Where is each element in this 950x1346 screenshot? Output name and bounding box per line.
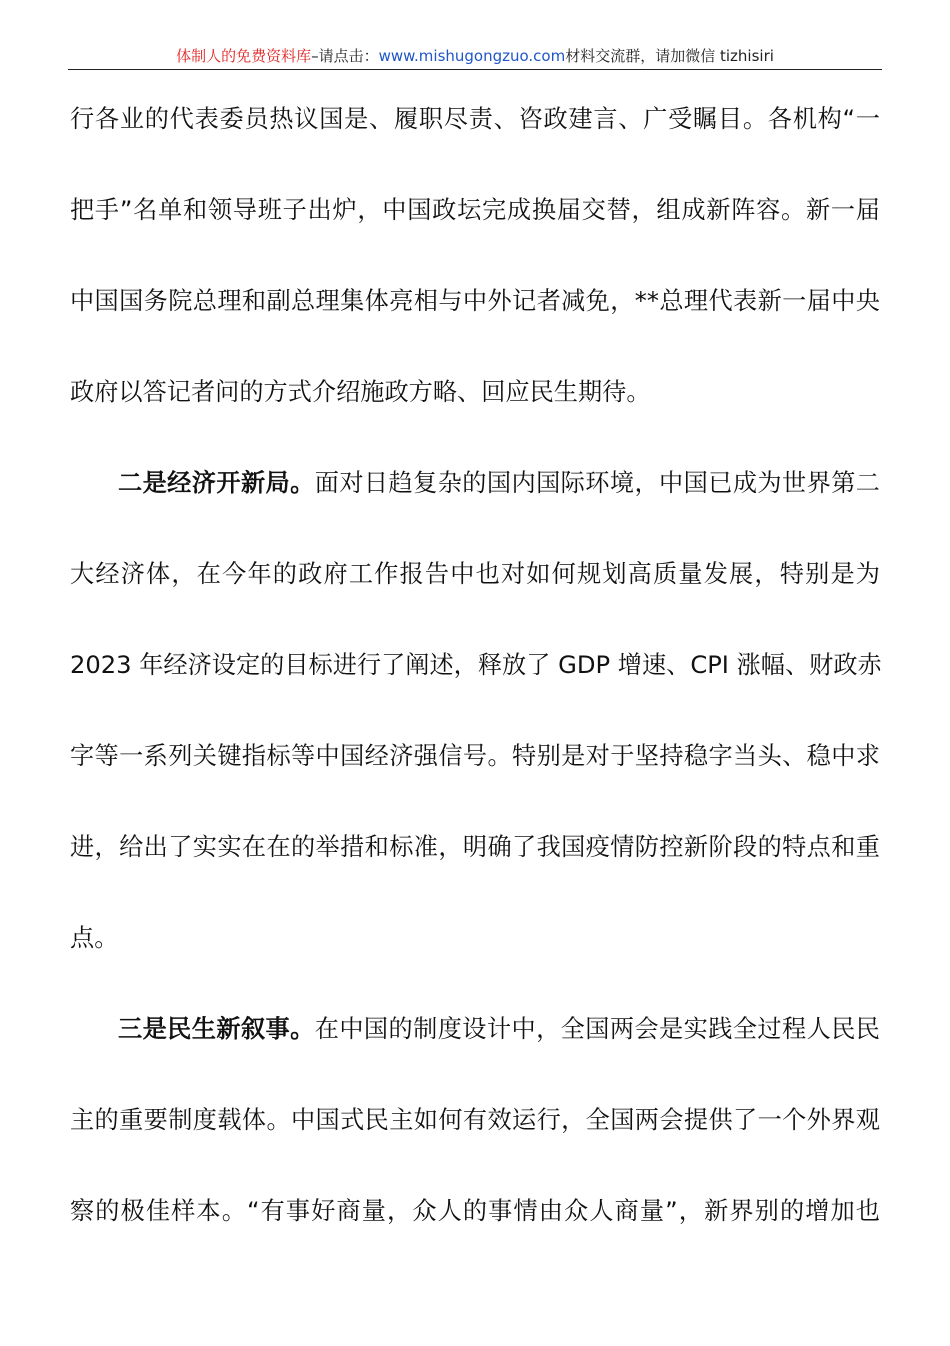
header-site-name: 体制人的免费资料库 (176, 47, 312, 65)
text-line: 主的重要制度载体。中国式民主如何有效运行，全国两会提供了一个外界观 (70, 1106, 880, 1134)
header-contact: 材料交流群，请加微信 tizhisiri (565, 47, 774, 65)
text-line: 察的极佳样本。“有事好商量，众人的事情由众人商量”，新界别的增加也 (70, 1197, 880, 1225)
text-line: 中国国务院总理和副总理集体亮相与中外记者减免，**总理代表新一届中央 (70, 287, 880, 315)
text-line: 大经济体，在今年的政府工作报告中也对如何规划高质量发展，特别是为 (70, 560, 880, 588)
paragraph-first-line-text: 在中国的制度设计中，全国两会是实践全过程人民民 (314, 1015, 880, 1043)
paragraph-heading: 三是民生新叙事。 (118, 1015, 315, 1043)
text-line: 政府以答记者问的方式介绍施政方略、回应民生期待。 (70, 378, 651, 406)
paragraph-heading: 二是经济开新局。 (118, 469, 315, 497)
text-line: 2023 年经济设定的目标进行了阐述，释放了 GDP 增速、CPI 涨幅、财政赤 (70, 651, 882, 679)
header-link[interactable]: www.mishugongzuo.com (378, 47, 566, 65)
text-line: 把手”名单和领导班子出炉，中国政坛完成换届交替，组成新阵容。新一届 (70, 196, 880, 224)
text-line: 点。 (70, 924, 119, 952)
paragraph-first-line (70, 984, 880, 1075)
text-line: 行各业的代表委员热议国是、履职尽责、咨政建言、广受瞩目。各机构“一 (70, 105, 880, 133)
text-line: 字等一系列关键指标等中国经济强信号。特别是对于坚持稳字当头、稳中求 (70, 742, 880, 770)
paragraph-first-line-text: 面对日趋复杂的国内国际环境，中国已成为世界第二 (314, 469, 880, 497)
header-prompt: –请点击： (311, 47, 379, 65)
page-header (68, 42, 882, 70)
paragraph-first-line (70, 438, 880, 529)
text-line: 进，给出了实实在在的举措和标准，明确了我国疫情防控新阶段的特点和重 (70, 833, 880, 861)
